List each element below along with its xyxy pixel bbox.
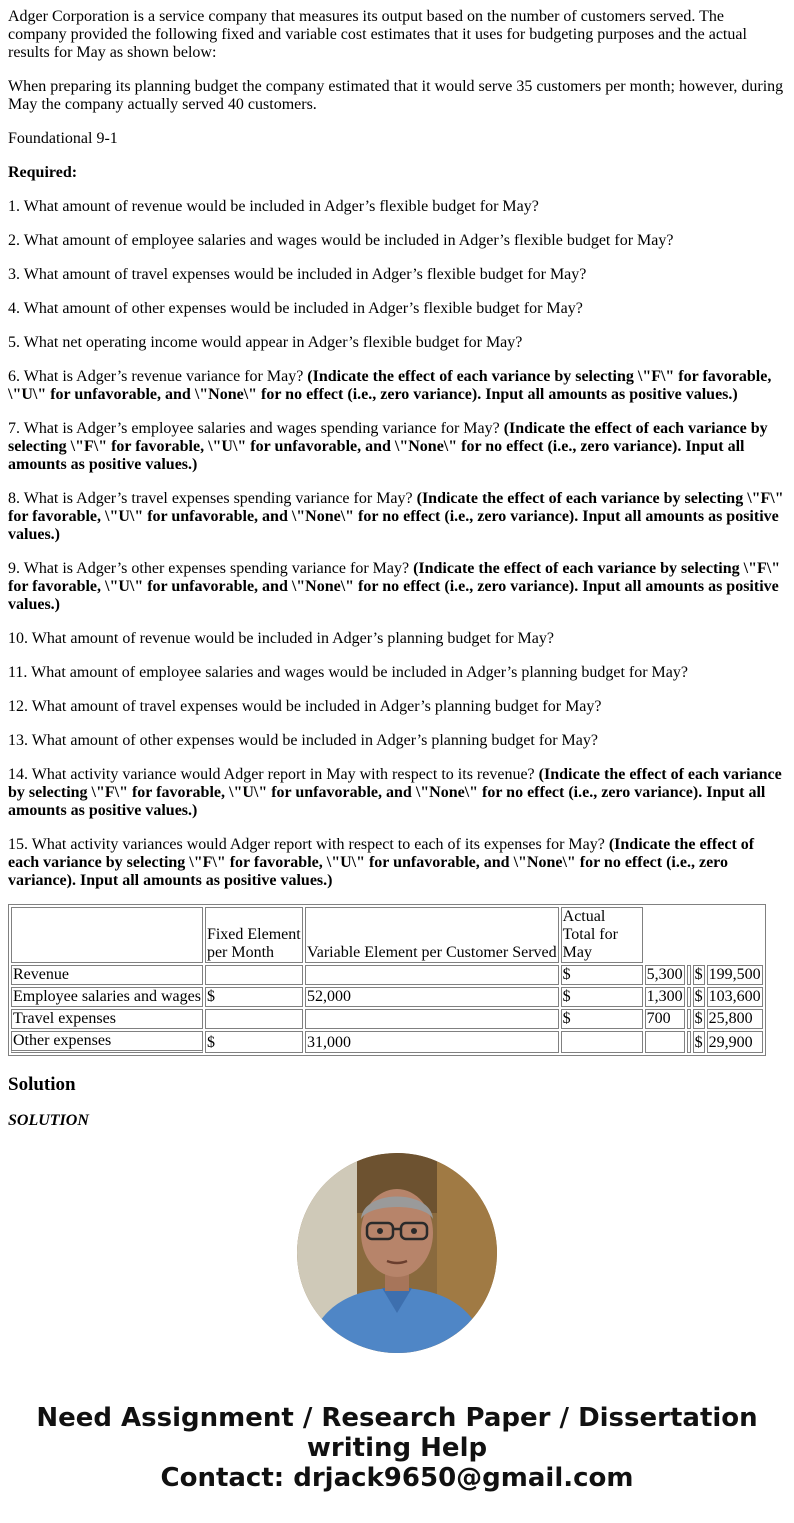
table-header-row xyxy=(11,907,763,963)
solution-heading: Solution xyxy=(8,1074,76,1095)
promo-line-1: Need Assignment / Research Paper / Dissertation xyxy=(36,1403,758,1433)
variable-value xyxy=(645,1031,685,1053)
question-6-instruction: (Indicate the effect of each variance by selecting \"F\" for favorable, \"U\" for unfavorable, and \"None\" for no effect (i.e., zero variance). Input all amounts as positive values.) xyxy=(8,368,772,403)
actual-sign: $ xyxy=(694,988,703,1005)
actual-value: 103,600 xyxy=(708,988,761,1005)
question-5: 5. What net operating income would appear in Adger’s flexible budget for May? xyxy=(8,334,523,351)
fixed-sign: $ xyxy=(205,1031,303,1053)
table-row xyxy=(11,987,763,1007)
question-8: 8. What is Adger’s travel expenses spending variance for May? (Indicate the effect of each variance by selecting \"F\" for favorable, \"U\" for unfavorable, and \"None\" for no effect (i.e., zero variance). Input all amounts as positive values.) xyxy=(8,490,784,543)
promo-line-2: writing Help xyxy=(306,1433,488,1463)
spacer-cell xyxy=(687,1009,691,1029)
question-8-instruction: (Indicate the effect of each variance by selecting \"F\" for favorable, \"U\" for unfavorable, and \"None\" for no effect (i.e., zero variance). Input all amounts as positive values.) xyxy=(8,490,784,543)
row-label: Revenue xyxy=(11,965,203,985)
variable-value: 1,300 xyxy=(646,988,683,1005)
variable-value: 700 xyxy=(645,1009,685,1029)
spacer-cell xyxy=(687,965,691,985)
fixed-value xyxy=(305,965,559,985)
fixed-sign xyxy=(205,1009,303,1029)
spacer-cell xyxy=(687,1031,691,1053)
actual-value: 29,900 xyxy=(707,1031,763,1053)
header-fixed: Fixed Element per Month xyxy=(205,907,303,963)
question-1: 1. What amount of revenue would be included in Adger’s flexible budget for May? xyxy=(8,198,539,215)
table-row xyxy=(11,1009,763,1029)
actual-sign: $ xyxy=(693,1031,705,1053)
fixed-value: 52,000 xyxy=(305,987,559,1007)
table-row xyxy=(11,965,763,985)
document xyxy=(8,0,786,1130)
author-avatar xyxy=(297,1153,497,1353)
promo-banner xyxy=(0,1403,794,1493)
fixed-value: 31,000 xyxy=(305,1031,559,1053)
row-label: Other expenses xyxy=(11,1031,203,1053)
actual-value: 25,800 xyxy=(707,1009,763,1029)
fixed-sign xyxy=(205,965,303,985)
variable-sign xyxy=(561,1031,643,1053)
intro-paragraph: Adger Corporation is a service company that measures its output based on the number of customers served. The company provided the following fixed and variable cost estimates that it uses for budgeting purposes and the actual results for May as shown below: xyxy=(8,8,747,61)
question-12: 12. What amount of travel expenses would be included in Adger’s planning budget for May? xyxy=(8,698,602,715)
header-corner-cell xyxy=(11,907,203,963)
question-9-instruction: (Indicate the effect of each variance by selecting \"F\" for favorable, \"U\" for unfavorable, and \"None\" for no effect (i.e., zero variance). Input all amounts as positive values.) xyxy=(8,560,781,613)
required-heading: Required: xyxy=(8,164,78,181)
question-7-instruction: (Indicate the effect of each variance by selecting \"F\" for favorable, \"U\" for unfavorable, and \"None\" for no effect (i.e., zero variance). Input all amounts as positive values.) xyxy=(8,420,768,473)
spacer-cell xyxy=(687,987,691,1007)
header-actual: Actual Total for May xyxy=(561,907,643,963)
question-13: 13. What amount of other expenses would be included in Adger’s planning budget for May? xyxy=(8,732,598,749)
variable-value: 5,300 xyxy=(646,966,683,983)
planning-paragraph: When preparing its planning budget the company estimated that it would serve 35 customers per month; however, during May the company actually served 40 customers. xyxy=(8,78,784,113)
question-3: 3. What amount of travel expenses would be included in Adger’s flexible budget for May? xyxy=(8,266,587,283)
question-11: 11. What amount of employee salaries and wages would be included in Adger’s planning budget for May? xyxy=(8,664,688,681)
foundational-label: Foundational 9-1 xyxy=(8,130,118,147)
question-14: 14. What activity variance would Adger report in May with respect to its revenue? (Indicate the effect of each variance by selecting \"F\" for favorable, \"U\" for unfavorable, and \"None\" for no effect (i.e., zero variance). Input all amounts as positive values.) xyxy=(8,766,782,819)
table-row xyxy=(11,1031,763,1053)
actual-value: 199,500 xyxy=(708,966,761,983)
promo-contact: Contact: drjack9650@gmail.com xyxy=(160,1463,634,1493)
variable-sign: $ xyxy=(561,987,643,1007)
row-label: Employee salaries and wages xyxy=(13,988,201,1005)
header-variable: Variable Element per Customer Served xyxy=(305,907,559,963)
variable-sign: $ xyxy=(561,965,643,985)
question-15: 15. What activity variances would Adger report with respect to each of its expenses for May? (Indicate the effect of each variance by selecting \"F\" for favorable, \"U\" for unfavorable, and \"None\" for no effect (i.e., zero variance). Input all amounts as positive values.) xyxy=(8,836,755,889)
question-14-instruction: (Indicate the effect of each variance by selecting \"F\" for favorable, \"U\" for unfavorable, and \"None\" for no effect (i.e., zero variance). Input all amounts as positive values.) xyxy=(8,766,782,819)
question-4: 4. What amount of other expenses would be included in Adger’s flexible budget for May? xyxy=(8,300,583,317)
question-9: 9. What is Adger’s other expenses spending variance for May? (Indicate the effect of each variance by selecting \"F\" for favorable, \"U\" for unfavorable, and \"None\" for no effect (i.e., zero variance). Input all amounts as positive values.) xyxy=(8,560,781,613)
variable-sign: $ xyxy=(561,1009,643,1029)
fixed-sign: $ xyxy=(205,987,303,1007)
actual-sign: $ xyxy=(694,966,703,983)
cost-estimates-table xyxy=(8,904,766,1056)
row-label: Travel expenses xyxy=(11,1009,203,1029)
question-6: 6. What is Adger’s revenue variance for May? (Indicate the effect of each variance by selecting \"F\" for favorable, \"U\" for unfavorable, and \"None\" for no effect (i.e., zero variance). Input all amounts as positive values.) xyxy=(8,368,772,403)
fixed-value xyxy=(305,1009,559,1029)
question-7: 7. What is Adger’s employee salaries and wages spending variance for May? (Indicate the effect of each variance by selecting \"F\" for favorable, \"U\" for unfavorable, and \"None\" for no effect (i.e., zero variance). Input all amounts as positive values.) xyxy=(8,420,768,473)
question-10: 10. What amount of revenue would be included in Adger’s planning budget for May? xyxy=(8,630,554,647)
actual-sign: $ xyxy=(694,1010,703,1027)
solution-label: SOLUTION xyxy=(8,1112,89,1129)
question-15-instruction: (Indicate the effect of each variance by selecting \"F\" for favorable, \"U\" for unfavorable, and \"None\" for no effect (i.e., zero variance). Input all amounts as positive values.) xyxy=(8,836,755,889)
question-2: 2. What amount of employee salaries and wages would be included in Adger’s flexible budget for May? xyxy=(8,232,674,249)
